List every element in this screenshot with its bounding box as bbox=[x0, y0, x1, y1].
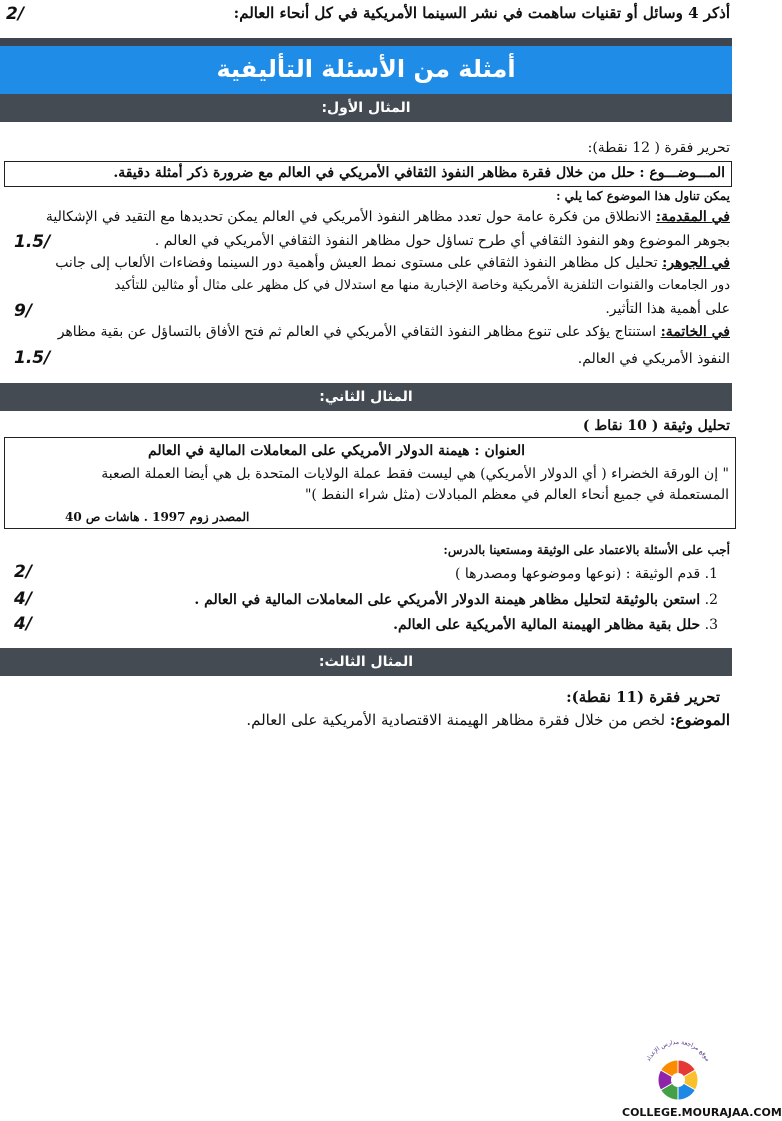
example2-instruction: أجب على الأسئلة بالاعتماد على الوثيقة ومستعينا بالدرس: bbox=[443, 543, 730, 557]
question-2-num: 2. bbox=[704, 592, 718, 608]
document-box bbox=[4, 437, 736, 529]
document-title: العنوان : هيمنة الدولار الأمريكي على المعاملات المالية في العالم bbox=[148, 443, 525, 459]
document-source: المصدر زوم 1997 . هاشات ص 40 bbox=[65, 510, 250, 524]
logo-arc-text: موقع مراجعة مدارس الإعداد bbox=[644, 1038, 712, 1063]
top-question-score: 2/ bbox=[6, 4, 25, 24]
question-1-num: 1. bbox=[704, 566, 718, 582]
example1-approach: يمكن تناول هذا الموضوع كما يلي : bbox=[556, 189, 730, 203]
question-3-score: 4/ bbox=[14, 614, 33, 634]
site-logo-graphic bbox=[636, 1036, 720, 1102]
example1-concl-score: 1.5/ bbox=[14, 348, 51, 368]
question-3 bbox=[158, 614, 718, 636]
example1-subject-text: حلل من خلال فقرة مظاهر النفوذ الثقافي الأمريكي في العالم مع ضرورة ذكر أمثلة دقيقة. bbox=[113, 165, 635, 181]
example1-concl-label: في الخاتمة: bbox=[660, 324, 730, 340]
example1-intro-text1: الانطلاق من فكرة عامة حول تعدد مظاهر النفوذ الأمريكي في العالم يمكن تحديدها مع التقيد في الإشكالية bbox=[45, 209, 652, 225]
example1-intro-score: 1.5/ bbox=[14, 232, 51, 252]
example1-intro-line2: بجوهر الموضوع وهو النفوذ الثقافي أي طرح تساؤل حول مظاهر النفوذ الثقافي الأمريكي في العالم . bbox=[154, 233, 730, 249]
top-rule bbox=[0, 38, 732, 46]
logo-center bbox=[671, 1073, 685, 1087]
top-question bbox=[18, 4, 730, 22]
example3-subject-text: لخص من خلال فقرة مظاهر الهيمنة الاقتصادية الأمريكية على العالم. bbox=[246, 711, 666, 729]
example1-body-line3: على أهمية هذا التأثير. bbox=[605, 301, 730, 317]
example2-task: تحليل وثيقة ( 10 نقاط ) bbox=[582, 418, 730, 434]
document-line1: " إن الورقة الخضراء ( أي الدولار الأمريكي) هي ليست فقط عملة الولايات المتحدة بل هي أيضا العملة الصعبة bbox=[101, 466, 729, 482]
top-question-text: أذكر 4 وسائل أو تقنيات ساهمت في نشر السينما الأمريكية في كل أنحاء العالم: bbox=[233, 4, 730, 22]
document-line2: المستعملة في جميع أنحاء العالم في معظم المبادلات (مثل شراء النفط )" bbox=[304, 487, 729, 503]
question-2-score: 4/ bbox=[14, 589, 33, 609]
example3-task: تحرير فقرة (11 نقطة): bbox=[566, 688, 720, 706]
question-3-text: حلل بقية مظاهر الهيمنة المالية الأمريكية على العالم. bbox=[393, 617, 701, 633]
main-title: أمثلة من الأسئلة التأليفية bbox=[0, 46, 732, 94]
example3-subject bbox=[130, 709, 730, 731]
example1-body-label: في الجوهر: bbox=[662, 255, 730, 271]
example2-header: المثال الثاني: bbox=[0, 383, 732, 411]
example1-concl-line2: النفوذ الأمريكي في العالم. bbox=[577, 351, 730, 367]
example3-header: المثال الثالث: bbox=[0, 648, 732, 676]
example1-intro-label: في المقدمة: bbox=[655, 209, 730, 225]
example1-body-text1: تحليل كل مظاهر النفوذ الثقافي على مستوى نمط العيش وأهمية دور السينما وفضاءات الألعاب إلى جانب bbox=[55, 255, 658, 271]
question-1 bbox=[158, 563, 718, 585]
question-2 bbox=[98, 589, 718, 611]
example1-body-score: 9/ bbox=[14, 301, 33, 321]
example1-header: المثال الأول: bbox=[0, 94, 732, 122]
example1-body-line2: دور الجامعات والقنوات التلفزية الأمريكية وخاصة الإخبارية منها مع استدلال في كل مظهر على مثال أو مثالين للتأكيد bbox=[114, 278, 730, 293]
example1-subject-label: المـــوضـــوع : bbox=[639, 165, 725, 181]
site-logo bbox=[636, 1036, 720, 1102]
site-url: COLLEGE.MOURAJAA.COM bbox=[622, 1106, 782, 1119]
example1-task: تحرير فقرة ( 12 نقطة): bbox=[587, 140, 730, 156]
question-1-text: قدم الوثيقة : (نوعها وموضوعها ومصدرها ) bbox=[454, 566, 701, 582]
question-2-text: استعن بالوثيقة لتحليل مظاهر هيمنة الدولار الأمريكي على المعاملات المالية في العالم . bbox=[194, 592, 701, 608]
example1-concl-text1: استنتاج يؤكد على تنوع مظاهر النفوذ الثقافي الأمريكي في العالم ثم فتح الأفاق بالتساؤل عن بقية مظاهر bbox=[57, 324, 657, 340]
example1-intro-line1 bbox=[10, 206, 730, 228]
example1-body-line1 bbox=[10, 252, 730, 274]
example3-subject-label: الموضوع: bbox=[669, 711, 730, 729]
question-1-score: 2/ bbox=[14, 562, 33, 582]
example1-concl-line1 bbox=[10, 321, 730, 343]
example1-subject-box bbox=[4, 161, 732, 187]
question-3-num: 3. bbox=[704, 617, 718, 633]
